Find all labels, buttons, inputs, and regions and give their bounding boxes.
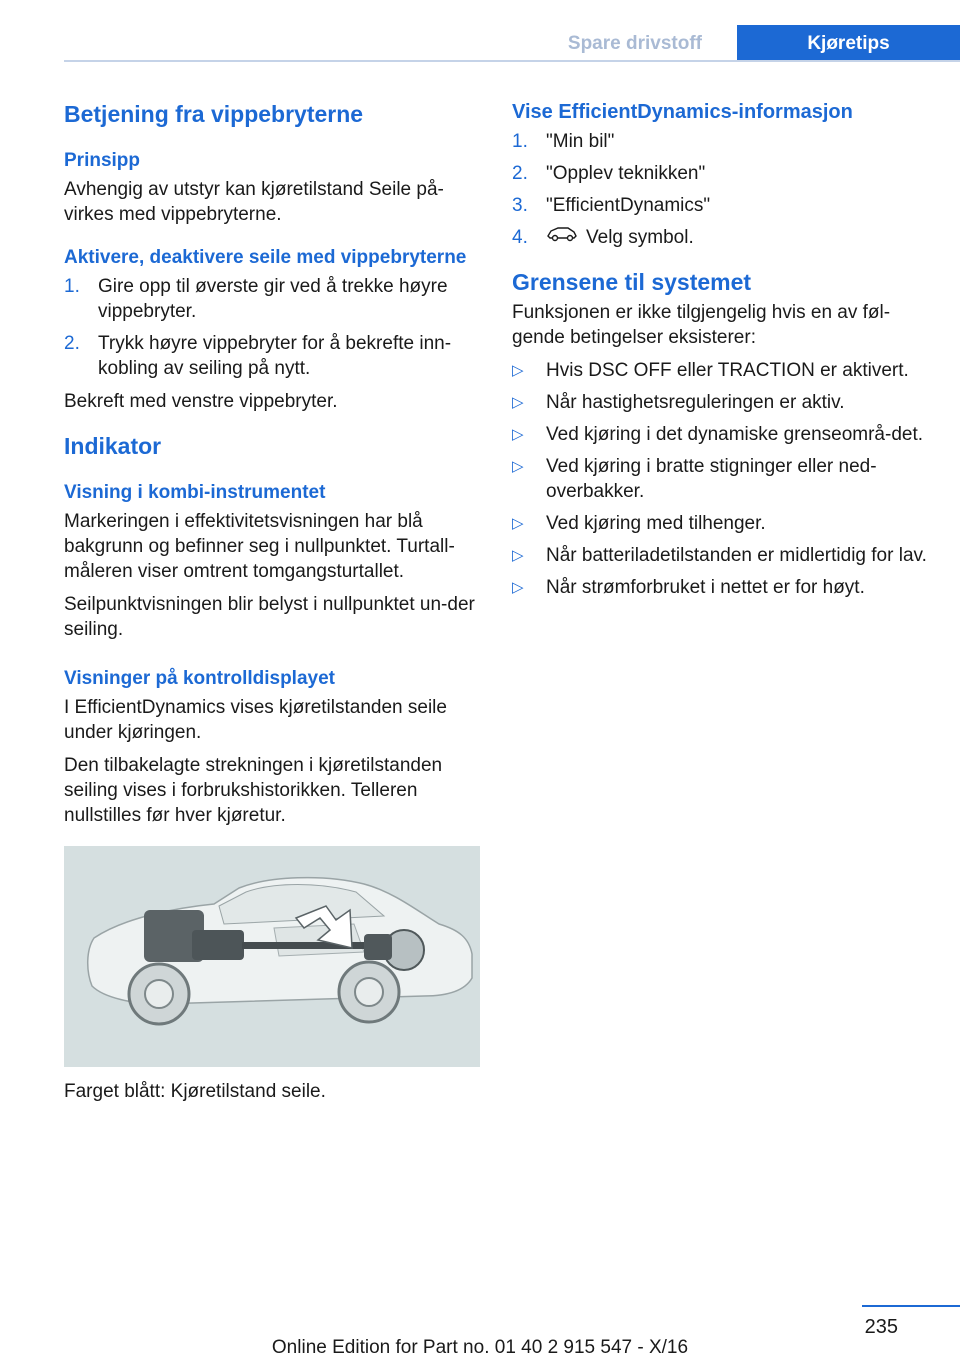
step-text: "Opplev teknikken": [546, 163, 706, 184]
step-text: Velg symbol.: [586, 227, 694, 248]
header-chapter-tab[interactable]: Kjøretips: [737, 25, 960, 62]
list-item: [512, 225, 928, 250]
step-text: "Min bil": [546, 131, 615, 152]
step-text: Gire opp til øverste gir ved å trekke høyre vippebryter.: [98, 276, 448, 322]
car-drivetrain-illustration: [64, 846, 480, 1067]
triangle-bullet-icon: ▷: [512, 515, 524, 533]
step-number: 4.: [512, 227, 528, 248]
condition-text: Ved kjøring i bratte stigninger eller ned-overbakker.: [546, 456, 877, 503]
triangle-bullet-icon: ▷: [512, 579, 524, 597]
section-title-grensene: Grensene til systemet: [512, 269, 752, 296]
triangle-bullet-icon: ▷: [512, 394, 524, 412]
heading-prinsipp: Prinsipp: [64, 150, 141, 171]
step-number: 1.: [512, 131, 528, 152]
step-text: Trykk høyre vippebryter for å bekrefte inn-kobling av seiling på nytt.: [98, 333, 452, 379]
page-number: 235: [864, 1316, 898, 1338]
list-item: [512, 422, 928, 447]
triangle-bullet-icon: ▷: [512, 458, 524, 476]
step-number: 3.: [512, 195, 528, 216]
list-item: [512, 358, 928, 383]
heading-kontrolldisplay: Visninger på kontrolldisplayet: [64, 668, 335, 689]
step-number: 2.: [512, 163, 528, 184]
text-kombi-2: Seilpunktvisningen blir belyst i nullpunktet un-der seiling.: [64, 594, 475, 640]
list-item: [512, 454, 928, 504]
condition-text: Når hastighetsreguleringen er aktiv.: [546, 392, 845, 414]
list-item: [512, 390, 928, 415]
step-text: "EfficientDynamics": [546, 195, 711, 216]
left-column: [64, 100, 480, 1112]
header-rule: [64, 60, 960, 62]
list-item: [512, 511, 928, 536]
list-item: [512, 161, 928, 186]
triangle-bullet-icon: ▷: [512, 547, 524, 565]
condition-text: Når strømforbruket i nettet er for høyt.: [546, 577, 865, 599]
text-grensene-intro: Funksjonen er ikke tilgjengelig hvis en av føl-gende betingelser eksisterer:: [512, 302, 891, 349]
condition-text: Hvis DSC OFF eller TRACTION er aktivert.: [546, 360, 909, 382]
list-item: [64, 274, 480, 324]
right-column: [512, 100, 928, 607]
list-item: [512, 575, 928, 600]
car-symbol-icon: [546, 225, 578, 250]
heading-aktivere: Aktivere, deaktivere seile med vippebryterne: [64, 247, 467, 268]
triangle-bullet-icon: ▷: [512, 362, 524, 380]
list-item: [64, 331, 480, 381]
condition-text: Ved kjøring i det dynamiske grenseområ-det.: [546, 424, 924, 446]
steps-aktivere: [64, 274, 480, 381]
text-prinsipp: Avhengig av utstyr kan kjøretilstand Seile på-virkes med vippebryterne.: [64, 179, 444, 225]
condition-text: Ved kjøring med tilhenger.: [546, 513, 766, 535]
triangle-bullet-icon: ▷: [512, 426, 524, 444]
section-title-indikator: Indikator: [64, 433, 162, 459]
page-number-rule: [862, 1305, 960, 1307]
conditions-list: [512, 358, 928, 600]
text-kombi-1: Markeringen i effektivitetsvisningen har blå bakgrunn og befinner seg i nullpunktet. Turtall-måleren viser omtrent tomgangsturtallet.: [64, 511, 455, 582]
section-title-betjening: Betjening fra vippebryterne: [64, 101, 364, 127]
heading-vise-efficientdynamics: Vise EfficientDynamics-informasjon: [512, 101, 853, 123]
text-kontrolldisplay-2: Den tilbakelagte strekningen i kjøretilstanden seiling vises i forbrukshistorikken. Telleren nullstilles før hver kjøretur.: [64, 755, 443, 826]
header-section-tab[interactable]: Spare drivstoff: [567, 33, 702, 54]
condition-text: Når batteriladetilstanden er midlertidig for lav.: [546, 545, 927, 567]
footer-edition: Online Edition for Part no. 01 40 2 915 547 - X/16: [271, 1337, 689, 1358]
text-kontrolldisplay-1: I EfficientDynamics vises kjøretilstanden seile under kjøringen.: [64, 697, 447, 743]
list-item: [512, 193, 928, 218]
step-number: 1.: [64, 276, 80, 297]
list-item: [512, 129, 928, 154]
step-number: 2.: [64, 333, 80, 354]
figure-caption: Farget blått: Kjøretilstand seile.: [64, 1081, 326, 1102]
text-bekreft: Bekreft med venstre vippebryter.: [64, 391, 338, 412]
heading-kombi: Visning i kombi-instrumentet: [64, 482, 326, 503]
list-item: [512, 543, 928, 568]
steps-vise: [512, 129, 928, 250]
